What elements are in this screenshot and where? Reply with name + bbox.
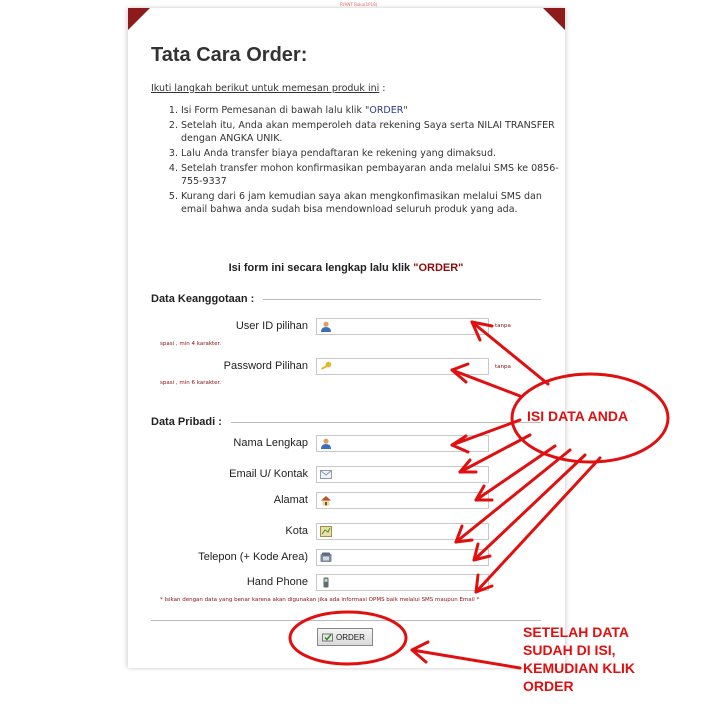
annotation-line: SUDAH DI ISI, <box>523 642 616 658</box>
city-label: Kota <box>285 525 308 537</box>
data-notice: * Isikan dengan data yang benar karena akan digunakan jika ada informasi OPMS baik melalui SMS maupun Email * <box>160 597 480 603</box>
step-text: Lalu Anda transfer biaya pendaftaran ke rekening yang dimaksud. <box>181 148 497 159</box>
section-title: Data Pribadi : <box>151 416 222 428</box>
annotation-line: SETELAH DATA <box>523 624 630 640</box>
section-title: Data Keanggotaan : <box>151 293 255 305</box>
headline-action: "ORDER" <box>413 262 464 274</box>
annotation-line: KEMUDIAN KLIK <box>523 660 635 676</box>
name-label: Nama Lengkap <box>233 437 308 449</box>
step-text-after: " <box>403 105 408 116</box>
email-label: Email U/ Kontak <box>229 468 308 480</box>
page-title: Tata Cara Order: <box>151 44 308 66</box>
step-text: Isi Form Pemesanan di bawah lalu klik " <box>181 105 370 116</box>
intro-underlined: Ikuti langkah berikut untuk memesan produk ini <box>151 83 380 94</box>
address-label: Alamat <box>273 494 308 506</box>
top-note: RYANT Boku(1P18) <box>340 2 378 7</box>
password-hint-a: tanpa <box>495 364 511 370</box>
annotation-line: ORDER <box>523 678 574 694</box>
password-label: Password Pilihan <box>223 360 308 372</box>
step-highlight: ORDER <box>369 105 404 116</box>
annotation-fill-data: ISI DATA ANDA <box>527 408 629 424</box>
password-hint-b: spasi , min 6 karakter. <box>160 380 222 386</box>
intro-suffix: : <box>379 83 386 94</box>
headline-prefix: Isi form ini secara lengkap lalu klik <box>228 262 414 274</box>
annotation-ellipse-order <box>290 612 406 664</box>
annotation-after-fill <box>523 623 635 695</box>
phone-label: Telepon (+ Kode Area) <box>198 551 308 563</box>
handphone-label: Hand Phone <box>246 576 308 588</box>
user-id-label: User ID pilihan <box>235 320 308 332</box>
step-text: Setelah itu, Anda akan memperoleh data rekening Saya serta NILAI TRANSFER dengan ANGKA UNIK. <box>181 120 555 144</box>
order-button-label: ORDER <box>336 632 365 642</box>
user-id-hint-b: spasi , min 4 karakter. <box>160 341 222 347</box>
user-id-hint-a: tanpa <box>495 323 511 329</box>
step-text: Setelah transfer mohon konfirmasikan pembayaran anda melalui SMS ke 0856-755-9337 <box>181 163 559 187</box>
step-text: Kurang dari 6 jam kemudian saya akan mengkonfimasikan melalui SMS dan email bahwa anda sudah bisa mendownload seluruh produk yang ada. <box>181 191 542 215</box>
